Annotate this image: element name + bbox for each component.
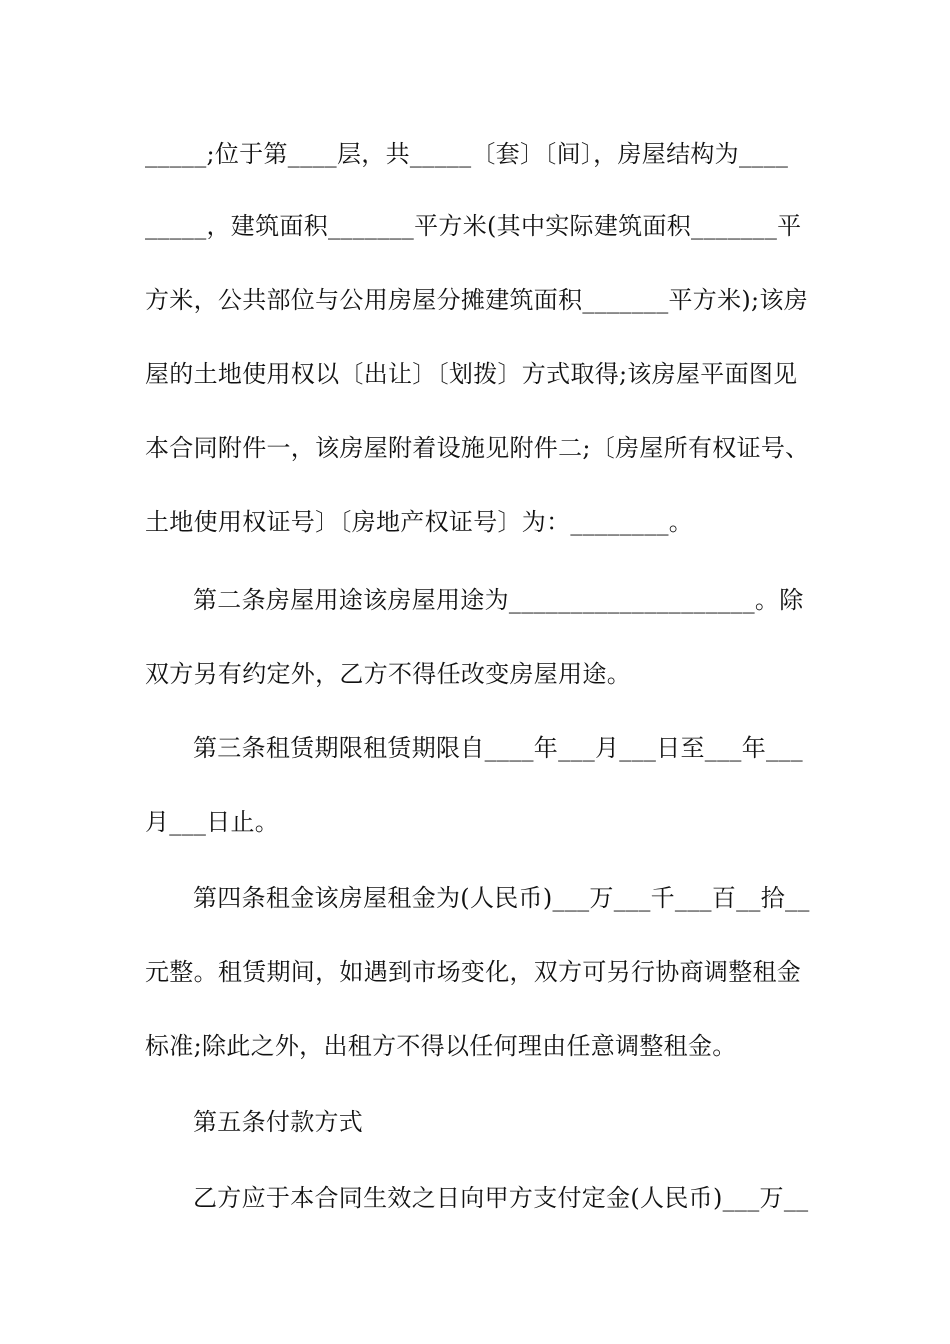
text-line-12: 元整。租赁期间，如遇到市场变化，双方可另行协商调整租金 [145,958,802,986]
article-2-heading-line: 第二条房屋用途该房屋用途为____________________。除 [193,586,804,614]
text-line-2: _____，建筑面积_______平方米(其中实际建筑面积_______平 [145,212,802,240]
text-line-8: 双方另有约定外，乙方不得任改变房屋用途。 [145,660,631,688]
text-line-3: 方米，公共部位与公用房屋分摊建筑面积_______平方米);该房 [145,286,809,314]
text-line-10: 月___日止。 [145,808,280,836]
article-5-heading: 第五条付款方式 [193,1108,364,1136]
text-line-1: _____;位于第____层，共_____〔套〕〔间〕，房屋结构为____ [145,140,789,168]
article-3-heading-line: 第三条租赁期限租赁期限自____年___月___日至___年___ [193,734,803,762]
article-4-heading-line: 第四条租金该房屋租金为(人民币)___万___千___百__拾__ [193,884,810,912]
text-line-5: 本合同附件一，该房屋附着设施见附件二;〔房屋所有权证号、 [145,434,810,462]
text-line-6: 土地使用权证号〕〔房地产权证号〕为：________。 [145,508,694,536]
text-line-13: 标准;除此之外，出租方不得以任何理由任意调整租金。 [145,1032,737,1060]
text-line-15: 乙方应于本合同生效之日向甲方支付定金(人民币)___万__ [193,1184,809,1212]
text-line-4: 屋的土地使用权以〔出让〕〔划拨〕方式取得;该房屋平面图见 [145,360,798,388]
